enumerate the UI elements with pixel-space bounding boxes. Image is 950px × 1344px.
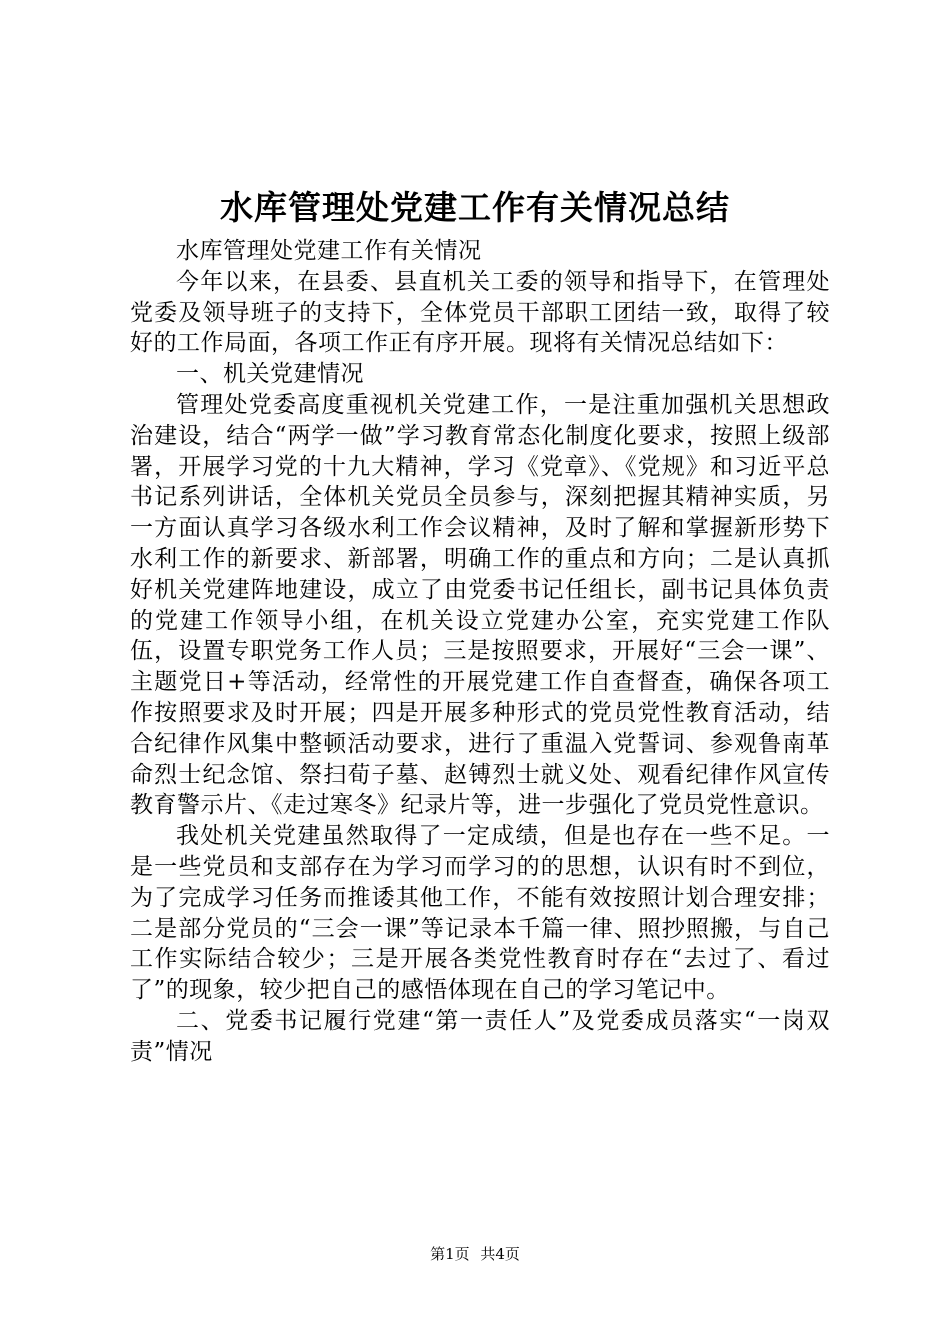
shortcomings-paragraph: 我处机关党建虽然取得了一定成绩，但是也存在一些不足。一是一些党员和支部存在为学习而学习的的思想，认识有时不到位，为了完成学习任务而推诿其他工作，不能有效按照计划合理安排；二是部分党员的“三会一课”等记录本千篇一律、照抄照搬，与自己工作实际结合较少；三是开展各类党性教育时存在“去过了、看过了”的现象，较少把自己的感悟体现在自己的学习笔记中。 [130,823,830,1004]
section-1-paragraph: 管理处党委高度重视机关党建工作，一是注重加强机关思想政治建设，结合“两学一做”学习教育常态化制度化要求，按照上级部署，开展学习党的十九大精神，学习《党章》、《党规》和习近平总书记系列讲话，全体机关党员全员参与，深刻把握其精神实质，另一方面认真学习各级水利工作会议精神，及时了解和掌握新形势下水利工作的新要求、新部署，明确工作的重点和方向；二是认真抓好机关党建阵地建设，成立了由党委书记任组长，副书记具体负责的党建工作领导小组，在机关设立党建办公室，充实党建工作队伍，设置专职党务工作人员；三是按照要求，开展好“三会一课”、主题党日+等活动，经常性的开展党建工作自查督查，确保各项工作按照要求及时开展；四是开展多种形式的党员党性教育活动，结合纪律作风集中整顿活动要求，进行了重温入党誓词、参观鲁南革命烈士纪念馆、祭扫荀子墓、赵镈烈士就义处、观看纪律作风宣传教育警示片、《走过寒冬》纪录片等，进一步强化了党员党性意识。 [130,391,830,819]
section-heading-1: 一、机关党建情况 [176,361,364,388]
document-body [130,236,830,1068]
intro-paragraph: 今年以来，在县委、县直机关工委的领导和指导下，在管理处党委及领导班子的支持下，全体党员干部职工团结一致，取得了较好的工作局面，各项工作正有序开展。现将有关情况总结如下： [130,268,830,357]
document-title: 水库管理处党建工作有关情况总结 [220,188,730,227]
page-total: 共4页 [480,1245,520,1263]
subtitle-paragraph: 水库管理处党建工作有关情况 [176,238,482,264]
page-footer [0,1244,950,1264]
page-number: 第1页 [430,1245,470,1263]
section-heading-2: 二、党委书记履行党建“第一责任人”及党委成员落实“一岗双责”情况 [130,1007,830,1065]
